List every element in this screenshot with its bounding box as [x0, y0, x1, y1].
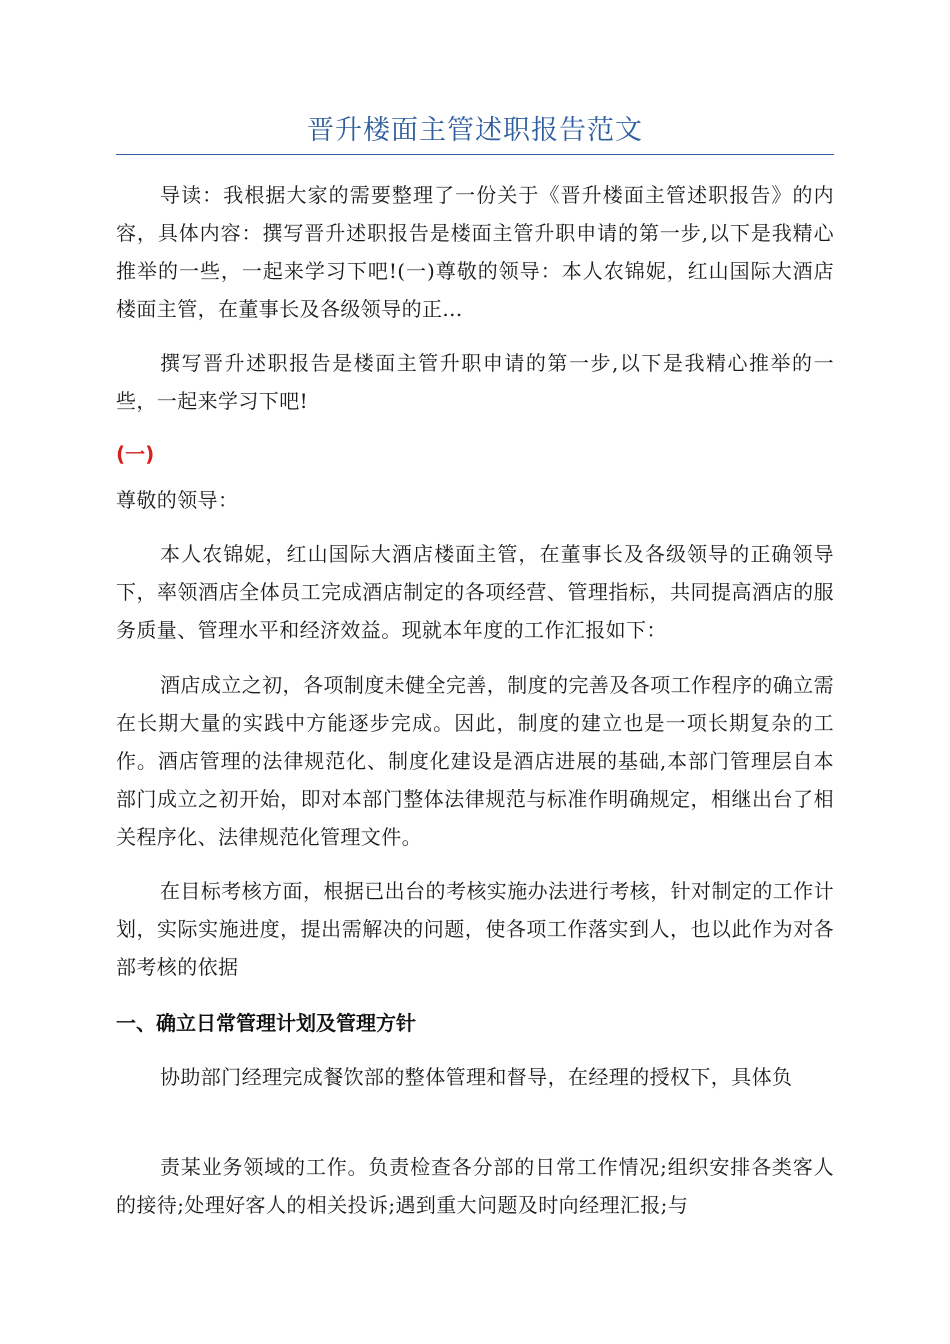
part-heading: (一) — [116, 442, 155, 466]
salutation: 尊敬的领导： — [116, 488, 239, 512]
body-paragraph-3: 在目标考核方面，根据已出台的考核实施办法进行考核，针对制定的工作计划，实际实施进度，提出需解决的问题，使各项工作落实到人，也以此作为对各部考核的依据 — [116, 879, 834, 979]
body-paragraph-2: 酒店成立之初，各项制度未健全完善，制度的完善及各项工作程序的确立需在长期大量的实践中方能逐步完成。因此，制度的建立也是一项长期复杂的工作。酒店管理的法律规范化、制度化建设是酒店进展的基础,本部门管理层自本部门成立之初开始，即对本部门整体法律规范与标准作明确规定，相继出台了相关程序化、法律规范化管理文件。 — [116, 673, 834, 849]
body-paragraph-1: 本人农锦妮，红山国际大酒店楼面主管，在董事长及各级领导的正确领导下，率领酒店全体员工完成酒店制定的各项经营、管理指标，共同提高酒店的服务质量、管理水平和经济效益。现就本年度的工作汇报如下： — [116, 542, 834, 642]
section-paragraph-1: 协助部门经理完成餐饮部的整体管理和督导，在经理的授权下，具体负 — [160, 1065, 793, 1089]
title-underline — [116, 154, 834, 155]
lead-paragraph: 撰写晋升述职报告是楼面主管升职申请的第一步,以下是我精心推举的一些，一起来学习下吧! — [116, 351, 834, 413]
document-title: 晋升楼面主管述职报告范文 — [307, 115, 643, 146]
section-paragraph-2: 责某业务领域的工作。负责检查各分部的日常工作情况;组织安排各类客人的接待;处理好客人的相关投诉;遇到重大问题及时向经理汇报;与 — [116, 1155, 834, 1217]
intro-paragraph: 导读：我根据大家的需要整理了一份关于《晋升楼面主管述职报告》的内容，具体内容：撰写晋升述职报告是楼面主管升职申请的第一步,以下是我精心推举的一些，一起来学习下吧!(一)尊敬的领导：本人农锦妮，红山国际大酒店楼面主管，在董事长及各级领导的正... — [116, 183, 834, 321]
section-heading: 一、确立日常管理计划及管理方针 — [116, 1011, 416, 1035]
